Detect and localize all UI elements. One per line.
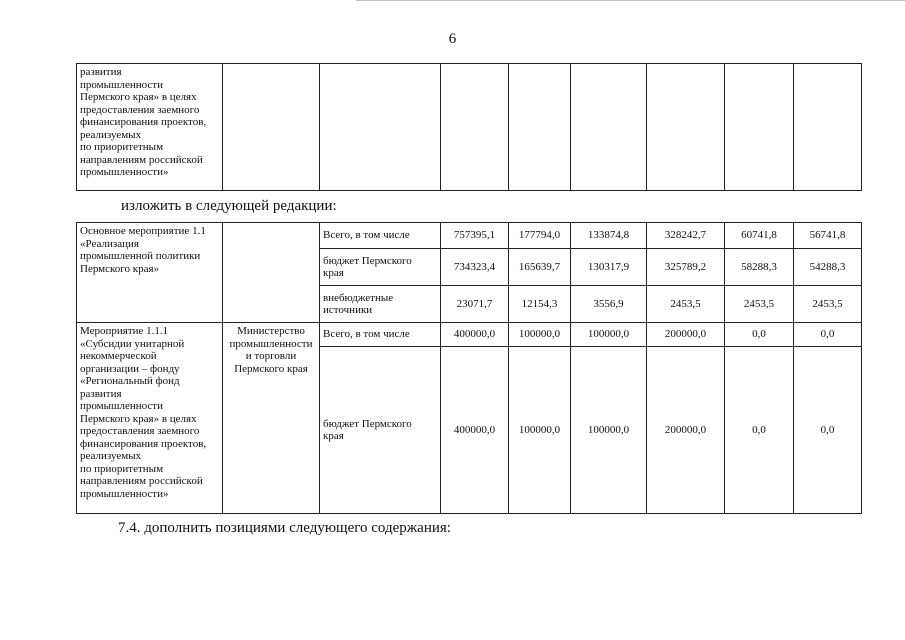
value-cell: 130317,9 (571, 249, 647, 286)
empty-cell (509, 64, 571, 191)
value-cell: 133874,8 (571, 223, 647, 249)
value-cell: 23071,7 (441, 286, 509, 323)
value-cell: 200000,0 (647, 347, 725, 514)
value-cell: 56741,8 (794, 223, 862, 249)
source-cell: бюджет Пермского края (320, 249, 441, 286)
value-cell: 734323,4 (441, 249, 509, 286)
value-cell: 0,0 (794, 323, 862, 347)
responsible-cell-empty (223, 223, 320, 323)
value-cell: 165639,7 (509, 249, 571, 286)
value-cell: 0,0 (725, 323, 794, 347)
value-cell: 400000,0 (441, 323, 509, 347)
responsible-cell: Министерство промышленности и торговли Пермского края (223, 323, 320, 514)
value-cell: 2453,5 (725, 286, 794, 323)
instruction-paragraph: изложить в следующей редакции: (121, 198, 337, 214)
value-cell: 58288,3 (725, 249, 794, 286)
empty-cell (725, 64, 794, 191)
source-cell: бюджет Пермского края (320, 347, 441, 514)
empty-cell (320, 64, 441, 191)
value-cell: 3556,9 (571, 286, 647, 323)
table-row (77, 323, 862, 347)
value-cell: 757395,1 (441, 223, 509, 249)
value-cell: 54288,3 (794, 249, 862, 286)
value-cell: 0,0 (794, 347, 862, 514)
value-cell: 2453,5 (647, 286, 725, 323)
empty-cell (571, 64, 647, 191)
source-cell: Всего, в том числе (320, 223, 441, 249)
sub-event-name: Мероприятие 1.1.1 «Субсидии унитарной некоммерческой организации – фонду «Региональный фонд развития промышленности Пермского края» в целях предоставления заемного финансирования проектов, реализуемых по приоритетным направлениям российской промышленности» (77, 323, 223, 514)
table-row (77, 64, 862, 191)
empty-cell (794, 64, 862, 191)
page-number: 6 (448, 31, 457, 47)
scan-edge-line (356, 0, 905, 1)
value-cell: 100000,0 (571, 347, 647, 514)
value-cell: 325789,2 (647, 249, 725, 286)
value-cell: 200000,0 (647, 323, 725, 347)
table-row (77, 223, 862, 249)
value-cell: 328242,7 (647, 223, 725, 249)
empty-cell (647, 64, 725, 191)
main-event-name: Основное мероприятие 1.1 «Реализация промышленной политики Пермского края» (77, 223, 223, 323)
value-cell: 177794,0 (509, 223, 571, 249)
event-name-cell: развития промышленности Пермского края» в целях предоставления заемного финансирования проектов, реализуемых по приоритетным направлениям российской промышленности» (77, 64, 223, 191)
value-cell: 12154,3 (509, 286, 571, 323)
value-cell: 2453,5 (794, 286, 862, 323)
empty-cell (223, 64, 320, 191)
value-cell: 100000,0 (509, 347, 571, 514)
instruction-paragraph: 7.4. дополнить позициями следующего содержания: (118, 520, 451, 536)
value-cell: 100000,0 (571, 323, 647, 347)
value-cell: 400000,0 (441, 347, 509, 514)
fragment-table (76, 63, 862, 191)
source-cell: внебюджетные источники (320, 286, 441, 323)
value-cell: 0,0 (725, 347, 794, 514)
source-cell: Всего, в том числе (320, 323, 441, 347)
value-cell: 100000,0 (509, 323, 571, 347)
funding-table (76, 222, 862, 514)
value-cell: 60741,8 (725, 223, 794, 249)
empty-cell (441, 64, 509, 191)
